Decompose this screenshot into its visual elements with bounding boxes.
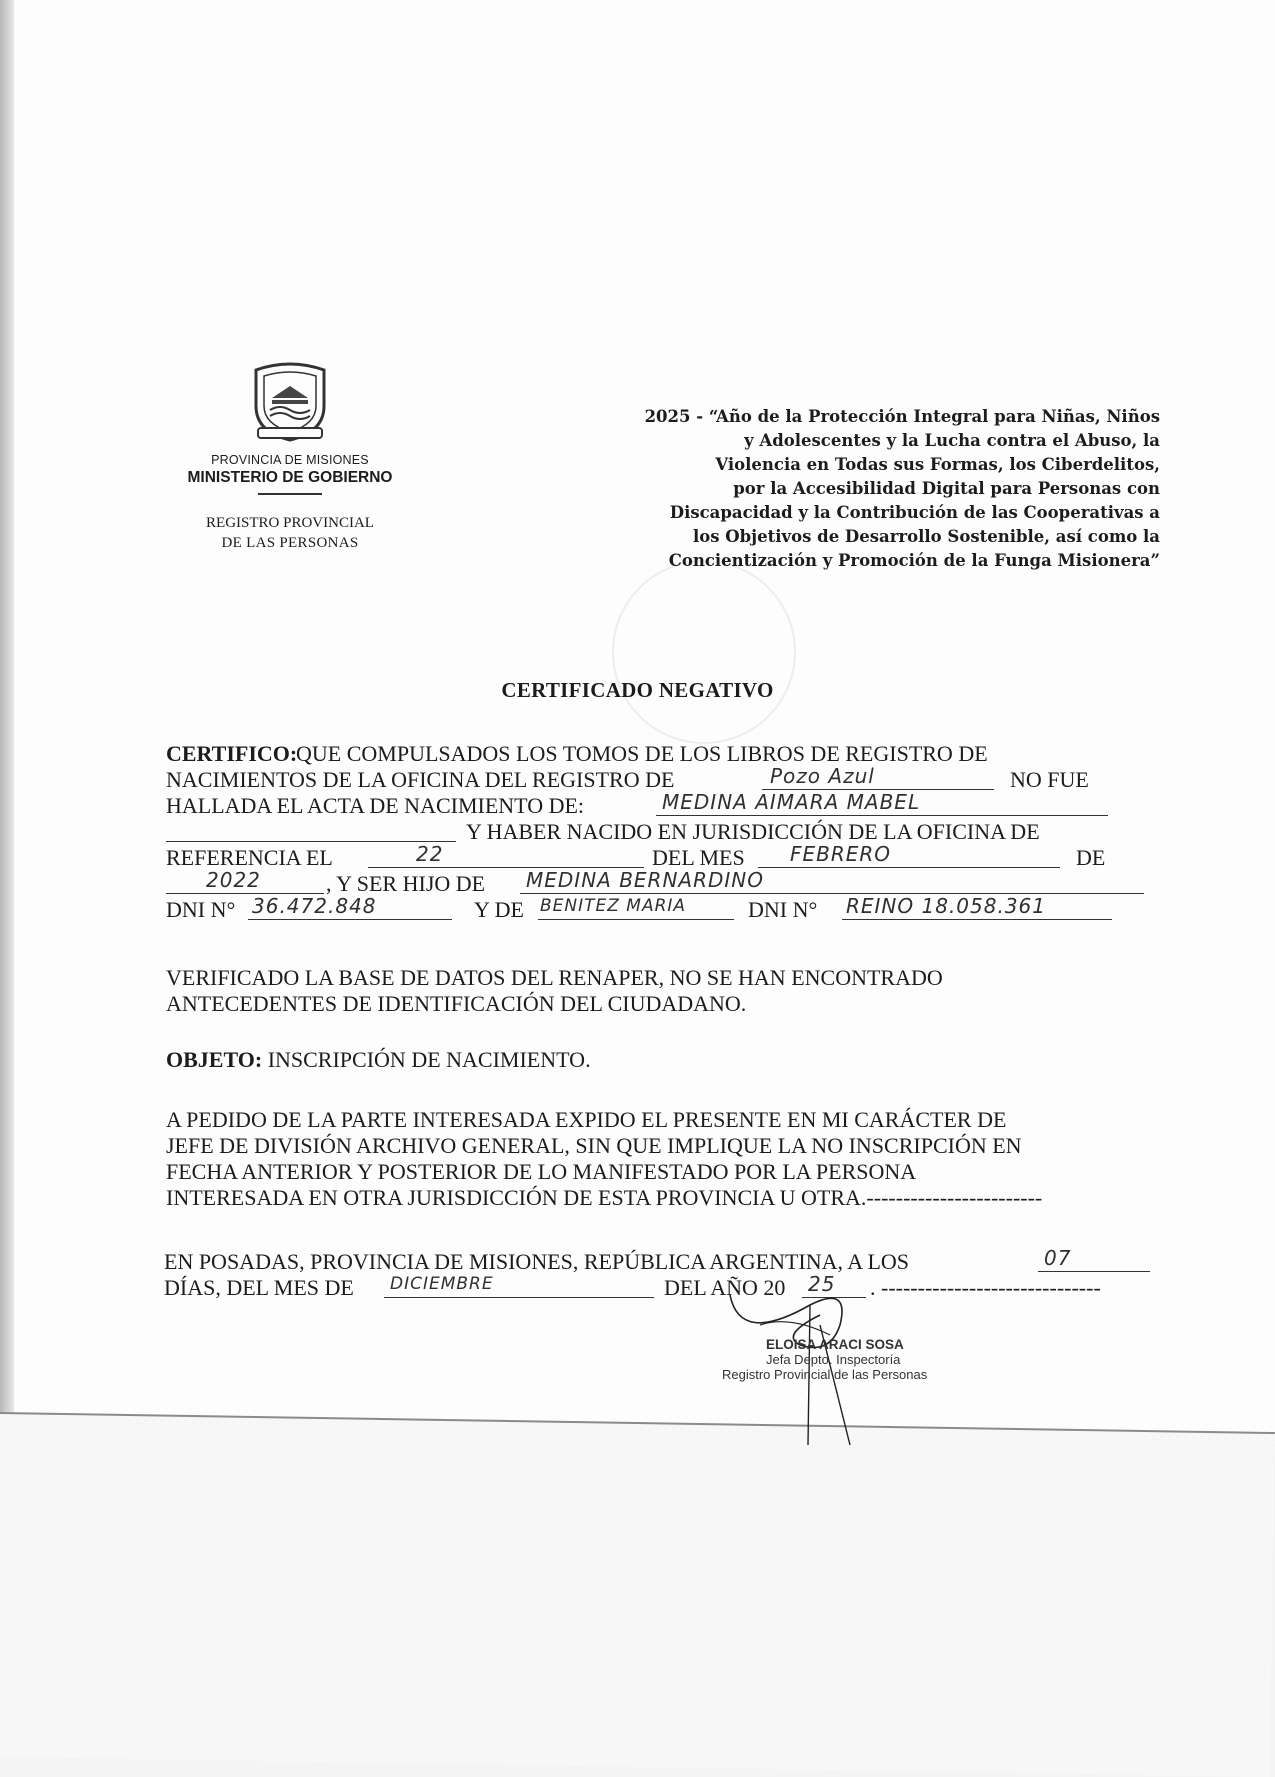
certifico-text: DNI N° bbox=[748, 897, 818, 922]
birth-month-handwritten: FEBRERO bbox=[790, 842, 892, 866]
issue-month-handwritten: DICIEMBRE bbox=[390, 1274, 494, 1294]
objeto-text: INSCRIPCIÓN DE NACIMIENTO. bbox=[267, 1047, 591, 1072]
text-line bbox=[166, 741, 1156, 767]
place-text: . ------------------------------ bbox=[870, 1275, 1101, 1300]
registry-line-2: DE LAS PERSONAS bbox=[221, 535, 359, 551]
text-line bbox=[166, 764, 1156, 793]
certifico-text: NACIMIENTOS DE LA OFICINA DEL REGISTRO DE bbox=[166, 767, 675, 792]
faint-seal bbox=[612, 560, 796, 744]
renaper-line: VERIFICADO LA BASE DE DATOS DEL RENAPER, NO SE HAN ENCONTRADO bbox=[166, 965, 943, 990]
motto-line: Violencia en Todas sus Formas, los Ciberdelitos, bbox=[715, 455, 1160, 474]
father-dni-handwritten: 36.472.848 bbox=[252, 894, 377, 918]
text-line bbox=[166, 819, 1156, 845]
document-title: CERTIFICADO NEGATIVO bbox=[501, 678, 774, 702]
text-line bbox=[164, 1272, 1154, 1301]
certifico-label: CERTIFICO: bbox=[166, 741, 298, 766]
certifico-text: DEL MES bbox=[652, 845, 745, 870]
signer-role: Jefa Depto. Inspectoría bbox=[766, 1352, 901, 1367]
provincial-crest-icon bbox=[246, 362, 334, 442]
registry-line-1: REGISTRO PROVINCIAL bbox=[206, 515, 374, 531]
certifico-text: NO FUE bbox=[1010, 767, 1089, 792]
certifico-block bbox=[166, 741, 1156, 923]
motto-line: Discapacidad y la Contribución de las Cooperativas a bbox=[669, 503, 1160, 522]
pedido-line: A PEDIDO DE LA PARTE INTERESADA EXPIDO EL PRESENTE EN MI CARÁCTER DE bbox=[166, 1107, 1007, 1132]
place-text: EN POSADAS, PROVINCIA DE MISIONES, REPÚBLICA ARGENTINA, A LOS bbox=[164, 1249, 910, 1274]
place-text: DÍAS, DEL MES DE bbox=[164, 1275, 354, 1300]
objeto-label: OBJETO: bbox=[166, 1047, 263, 1072]
ministry-label: MINISTERIO DE GOBIERNO bbox=[187, 469, 393, 486]
motto-line: Concientización y Promoción de la Funga Misionera” bbox=[668, 551, 1160, 570]
objeto-paragraph bbox=[166, 1047, 1166, 1073]
birth-year-handwritten: 2022 bbox=[206, 868, 261, 892]
issue-day-handwritten: 07 bbox=[1044, 1246, 1072, 1270]
renaper-paragraph bbox=[166, 965, 1166, 1017]
text-line bbox=[164, 1246, 1154, 1275]
certifico-text: , Y SER HIJO DE bbox=[326, 871, 486, 896]
issue-year-handwritten: 25 bbox=[808, 1272, 836, 1296]
office-handwritten: Pozo Azul bbox=[770, 764, 875, 788]
renaper-line: ANTECEDENTES DE IDENTIFICACIÓN DEL CIUDADANO. bbox=[166, 991, 747, 1016]
certifico-text: Y HABER NACIDO EN JURISDICCIÓN DE LA OFICINA DE bbox=[466, 819, 1040, 844]
certifico-text: Y DE bbox=[474, 897, 524, 922]
place-date-block bbox=[164, 1246, 1154, 1301]
underlying-sheet bbox=[0, 1412, 1275, 1777]
text-line bbox=[166, 894, 1156, 923]
motto-line: y Adolescentes y la Lucha contra el Abuso, la bbox=[744, 431, 1160, 450]
signer-office: Registro Provincial de las Personas bbox=[722, 1367, 928, 1382]
motto-line: 2025 - “Año de la Protección Integral para Niñas, Niños bbox=[644, 407, 1160, 426]
mother-dni-handwritten: REINO 18.058.361 bbox=[846, 894, 1047, 918]
certifico-text: DE bbox=[1076, 845, 1106, 870]
name-blank-cont bbox=[166, 819, 456, 842]
province-label: PROVINCIA DE MISIONES bbox=[211, 453, 369, 467]
motto-line: los Objetivos de Desarrollo Sostenible, así como la bbox=[692, 527, 1160, 546]
year-motto bbox=[520, 405, 1160, 573]
child-name-handwritten: MEDINA AIMARA MABEL bbox=[662, 790, 921, 814]
certifico-text: DNI N° bbox=[166, 897, 236, 922]
certifico-text: REFERENCIA EL bbox=[166, 845, 333, 870]
signer-name: ELOISA ARACI SOSA bbox=[766, 1337, 904, 1352]
text-line bbox=[166, 790, 1156, 819]
divider bbox=[258, 493, 322, 495]
mother-name-handwritten: BENITEZ MARIA bbox=[540, 896, 687, 916]
place-text: DEL AÑO 20 bbox=[664, 1275, 786, 1300]
certifico-text: HALLADA EL ACTA DE NACIMIENTO DE: bbox=[166, 793, 585, 818]
pedido-paragraph bbox=[166, 1107, 1166, 1211]
pedido-line: FECHA ANTERIOR Y POSTERIOR DE LO MANIFESTADO POR LA PERSONA bbox=[166, 1159, 917, 1184]
birth-day-handwritten: 22 bbox=[416, 842, 444, 866]
scan-edge bbox=[0, 0, 14, 1412]
motto-line: por la Accesibilidad Digital para Personas con bbox=[733, 479, 1160, 498]
pedido-line: INTERESADA EN OTRA JURISDICCIÓN DE ESTA PROVINCIA U OTRA.------------------------ bbox=[166, 1185, 1043, 1210]
pedido-line: JEFE DE DIVISIÓN ARCHIVO GENERAL, SIN QUE IMPLIQUE LA NO INSCRIPCIÓN EN bbox=[166, 1133, 1022, 1158]
father-name-handwritten: MEDINA BERNARDINO bbox=[526, 868, 764, 892]
certifico-text: QUE COMPULSADOS LOS TOMOS DE LOS LIBROS DE REGISTRO DE bbox=[296, 741, 988, 766]
signature-stamp bbox=[722, 1337, 982, 1382]
day-blank bbox=[368, 845, 644, 868]
